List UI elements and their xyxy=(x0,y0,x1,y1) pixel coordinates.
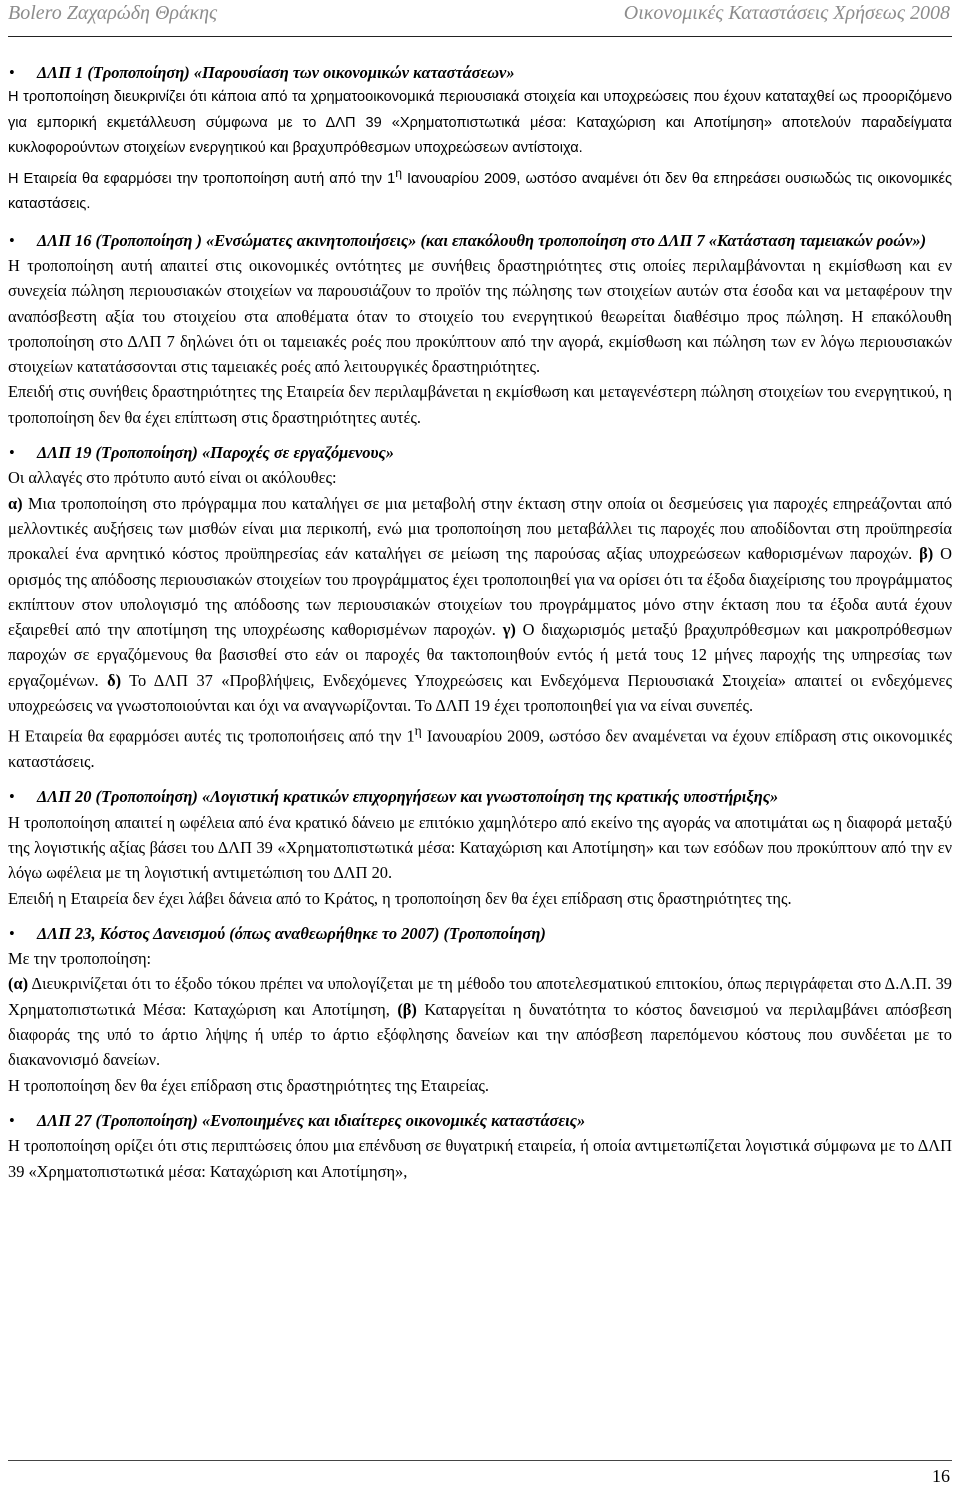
section-ias16 xyxy=(8,228,952,430)
paragraph: Η τροποποίηση διευκρινίζει ότι κάποια από τα χρηματοοικονομικά περιουσιακά στοιχεία και υποχρεώσεις που έχουν καταταχθεί ως προοριζόμενο για εμπορική εκμετάλλευση σύμφωνα με το ΔΛΠ 39 «Χρηματοπιστωτικά μέσα: Καταχώριση και Αποτίμηση» αποτελούν παραδείγματα κυκλοφορούντων στοιχείων ενεργητικού και βραχυπρόθεσμων υποχρεώσεων αντίστοιχα. xyxy=(8,89,952,156)
section-ias19 xyxy=(8,440,952,774)
section-heading xyxy=(8,60,952,85)
paragraph: Η τροποποίηση αυτή απαιτεί στις οικονομικές οντότητες με συνήθεις δραστηριότητες στις οποίες περιλαμβάνονται η εκμίσθωση και εν συνεχεία πώληση περιουσιακών στοιχείων να παρουσιάζουν το προϊόν της πώλησης των στοιχείων αυτών στα έσοδα και να μεταφέρουν την αναπόσβεστη αξία του στοιχείου στα αποθέματα όταν το στοιχείο του ενεργητικού θεωρείται διαθέσιμο προς πώληση. Η επακόλουθη τροποποίηση στο ΔΛΠ 7 δηλώνει ότι οι ταμειακές ροές που προκύπτουν από την αγορά, εκμίσθωση και πώληση των εν λόγω περιουσιακών στοιχείων κατατάσσονται στις ταμειακές ροές από λειτουργικές δραστηριότητες. xyxy=(8,255,952,377)
section-title: ΔΛΠ 20 (Τροποποίηση) «Λογιστική κρατικών επιχορηγήσεων και γνωστοποίηση της κρατικής υποστήριξης» xyxy=(37,787,779,807)
paragraph: α) Μια τροποποίηση στο πρόγραμμα που καταλήγει σε μια μεταβολή στην έκταση στην οποία οι δεσμεύσεις για παροχές επηρεάζονται από μελλοντικές αυξήσεις των μισθών είναι μια περικοπή, ενώ μια τροποποίηση που μεταβάλλει τις παροχές που αποδίδονται στη προϋπηρεσία προκαλεί ένα αρνητικό κόστος προϋπηρεσίας εάν καταλήγει σε μείωση της παρούσας αξίας υποχρεώσεων καθορισμένων παροχών. β) Ο ορισμός της απόδοσης περιουσιακών στοιχείων του προγράμματος έχει τροποποιηθεί για να ορίσει ότι τα έξοδα διαχείρισης του προγράμματος εκπίπτουν στον υπολογισμό της απόδοσης των περιουσιακών στοιχείων του προγράμματος μόνο στην έκταση που τα έξοδα αυτά έχουν εξαιρεθεί από την αποτίμηση της υποχρέωσης καθορισμένων παροχών. γ) Ο διαχωρισμός μεταξύ βραχυπρόθεσμων και μακροπρόθεσμων παροχών σε εργαζόμενους θα βασισθεί στο εάν οι παροχές θα τακτοποιηθούν εντός ή μετά τους 12 μήνες παροχής της υπηρεσίας των εργαζομένων. δ) Το ΔΛΠ 37 «Προβλήψεις, Ενδεχόμενες Υποχρεώσεις και Ενδεχόμενα Περιουσιακά Στοιχεία» απαιτεί οι ενδεχόμενες υποχρεώσεις να γνωστοποιούνται και όχι να αναγνωρίζονται. Το ΔΛΠ 19 έχει τροποποιηθεί για να είναι συνεπές. xyxy=(8,493,952,715)
section-title: ΔΛΠ 16 (Τροποποίηση ) «Ενσώματες ακινητοποιήσεις» (και επακόλουθη τροποποίηση στο ΔΛΠ 7 «Κατάσταση ταμειακών ροών») xyxy=(37,230,927,250)
section-title: ΔΛΠ 1 (Τροποποίηση) «Παρουσίαση των οικονομικών καταστάσεων» xyxy=(37,63,515,82)
section-heading xyxy=(8,921,952,946)
section-title: ΔΛΠ 23, Κόστος Δανεισμού (όπως αναθεωρήθηκε το 2007) (Τροποποίηση) xyxy=(37,923,546,943)
paragraph: Η τροποποίηση ορίζει ότι στις περιπτώσεις όπου μια επένδυση σε θυγατρική εταιρεία, ή οποία αντιμετωπίζεται λογιστικά σύμφωνα με το ΔΛΠ 39 «Χρηματοπιστωτικά μέσα: Καταχώριση και Αποτίμηση», xyxy=(8,1136,952,1181)
section-heading xyxy=(8,228,952,253)
paragraph: Με την τροποποίηση: xyxy=(8,949,152,969)
paragraph: Η Εταιρεία θα εφαρμόσει αυτές τις τροποποιήσεις από την $1^\eta$ Ιανουαρίου 2009, ωστόσο δεν αναμένεται να έχουν επίδραση στις οικονομικές καταστάσεις. xyxy=(8,723,952,772)
section-ias27 xyxy=(8,1108,952,1184)
bullet-icon: • xyxy=(9,787,15,807)
bullet-icon: • xyxy=(9,443,15,463)
section-heading xyxy=(8,784,952,809)
paragraph: Η τροποποίηση απαιτεί η ωφέλεια από ένα κρατικό δάνειο με επιτόκιο χαμηλότερο από εκείνο της αγοράς να αποτιμάται ως η διαφορά μεταξύ της λογιστικής αξίας βάσει του ΔΛΠ 39 «Χρηματοπιστωτικά μέσα: Καταχώριση και Αποτίμηση» και των εσόδων που προκύπτουν από την εν λόγω ωφέλεια με τη λογιστική αντιμετώπιση του ΔΛΠ 20. xyxy=(8,812,952,883)
section-ias23 xyxy=(8,921,952,1098)
footer-divider xyxy=(8,1460,952,1461)
paragraph: Επειδή η Εταιρεία δεν έχει λάβει δάνεια από το Κράτος, η τροποποίηση δεν θα έχει επίδραση στις δραστηριότητες της. xyxy=(8,888,792,908)
paragraph: Η Εταιρεία θα εφαρμόσει την τροποποίηση αυτή από την $1^\eta$ Ιανουαρίου 2009, ωστόσο αναμένει ότι δεν θα επηρεάσει ουσιωδώς τις οικονομικές καταστάσεις. xyxy=(8,166,952,213)
section-heading xyxy=(8,1108,952,1133)
page-header xyxy=(0,0,960,50)
paragraph: Οι αλλαγές στο πρότυπο αυτό είναι οι ακόλουθες: xyxy=(8,468,337,488)
header-company: Bolero Ζαχαρώδη Θράκης xyxy=(8,2,218,24)
document-body xyxy=(8,60,952,1194)
section-title: ΔΛΠ 19 (Τροποποίηση) «Παροχές σε εργαζόμενους» xyxy=(37,443,394,463)
header-divider xyxy=(8,36,952,37)
bullet-icon: • xyxy=(9,230,15,250)
section-ias20 xyxy=(8,784,952,910)
section-ias1 xyxy=(8,60,952,218)
paragraph: (α) Διευκρινίζεται ότι το έξοδο τόκου πρέπει να υπολογίζεται με τη μέθοδο του αποτελεσματικού επιτοκίου, όπως περιγράφεται στο Δ.Λ.Π. 39 Χρηματοπιστωτικά Μέσα: Καταχώριση και Αποτίμηση, (β) Καταργείται η δυνατότητα το κόστος δανεισμού να περιλαμβάνει απόσβεση διαφοράς της υπό το άρτιο λήψης ή υπέρ το άρτιο εξόφλησης δανείων και την απόσβεση παρεπόμενου κόστους που συνδέεται με το διακανονισμό δανείων. xyxy=(8,974,952,1070)
section-heading xyxy=(8,440,952,465)
page-number: 16 xyxy=(932,1466,950,1486)
header-report-title: Οικονομικές Καταστάσεις Χρήσεως 2008 xyxy=(623,2,950,24)
paragraph: Η τροποποίηση δεν θα έχει επίδραση στις δραστηριότητες της Εταιρείας. xyxy=(8,1075,489,1095)
section-title: ΔΛΠ 27 (Τροποποίηση) «Ενοποιημένες και ιδιαίτερες οικονομικές καταστάσεις» xyxy=(37,1110,586,1130)
paragraph: Επειδή στις συνήθεις δραστηριότητες της Εταιρεία δεν περιλαμβάνεται η εκμίσθωση και μεταγενέστερη πώληση στοιχείων του ενεργητικού, η τροποποίηση δεν θα έχει επίπτωση στις δραστηριότητες αυτές. xyxy=(8,382,952,427)
bullet-icon: • xyxy=(9,923,15,943)
bullet-icon: • xyxy=(9,1110,15,1130)
bullet-icon: • xyxy=(9,63,15,82)
